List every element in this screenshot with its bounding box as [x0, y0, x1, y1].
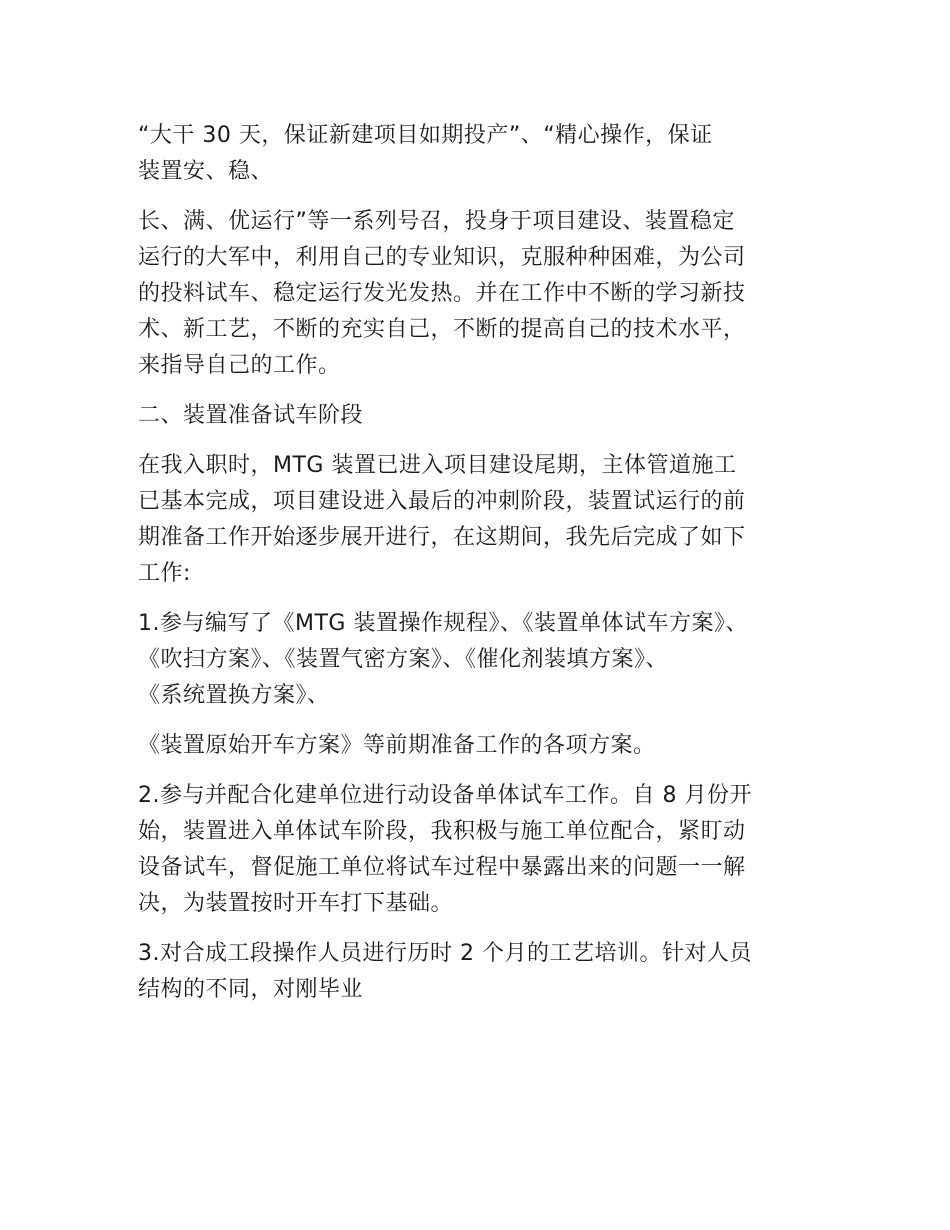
text-line: 已基本完成，项目建设进入最后的冲刺阶段，装置试运行的前 [138, 489, 746, 514]
text-line: 来指导自己的工作。 [138, 353, 341, 378]
text-line: 运行的大军中，利用自己的专业知识，克服种种困难，为公司 [138, 245, 746, 270]
paragraph-onboarding [138, 448, 838, 592]
list-item-2 [138, 778, 838, 922]
text-line: 的投料试车、稳定运行发光发热。并在工作中不断的学习新技 [138, 281, 746, 306]
list-item-1-continued [138, 728, 838, 764]
text-line: 1.参与编写了《MTG 装置操作规程》、《装置单体试车方案》、 [138, 611, 748, 636]
text-line: 长、满、优运行”等一系列号召，投身于项目建设、装置稳定 [138, 209, 735, 234]
text-line: 始，装置进入单体试车阶段，我积极与施工单位配合，紧盯动 [138, 819, 746, 844]
text-line: “大干 30 天，保证新建项目如期投产”、“精心操作，保证 [138, 123, 713, 148]
list-item-3 [138, 936, 838, 1008]
section-heading-text: 二、装置准备试车阶段 [138, 403, 364, 428]
text-line: 2.参与并配合化建单位进行动设备单体试车工作。自 8 月份开 [138, 783, 752, 808]
text-line: 《吹扫方案》、《装置气密方案》、《催化剂装填方案》、 [138, 647, 669, 672]
text-line: 期准备工作开始逐步展开进行，在这期间，我先后完成了如下 [138, 525, 746, 550]
paragraph-project-construction [138, 204, 838, 384]
text-line: 术、新工艺，不断的充实自己，不断的提高自己的技术水平， [138, 317, 746, 342]
text-line: 工作: [138, 561, 191, 586]
section-heading [138, 398, 838, 434]
document-body [138, 118, 838, 1022]
list-item-1 [138, 606, 838, 714]
text-line: 结构的不同，对刚毕业 [138, 977, 364, 1002]
paragraph-slogans [138, 118, 838, 190]
text-line: 在我入职时，MTG 装置已进入项目建设尾期，主体管道施工 [138, 453, 737, 478]
text-line: 设备试车，督促施工单位将试车过程中暴露出来的问题一一解 [138, 855, 746, 880]
text-line: 决，为装置按时开车打下基础。 [138, 891, 454, 916]
text-line: 装置安、稳、 [138, 159, 274, 184]
text-line: 《系统置换方案》、 [138, 683, 330, 708]
text-line: 《装置原始开车方案》等前期准备工作的各项方案。 [138, 733, 656, 758]
text-line: 3.对合成工段操作人员进行历时 2 个月的工艺培训。针对人员 [138, 941, 752, 966]
